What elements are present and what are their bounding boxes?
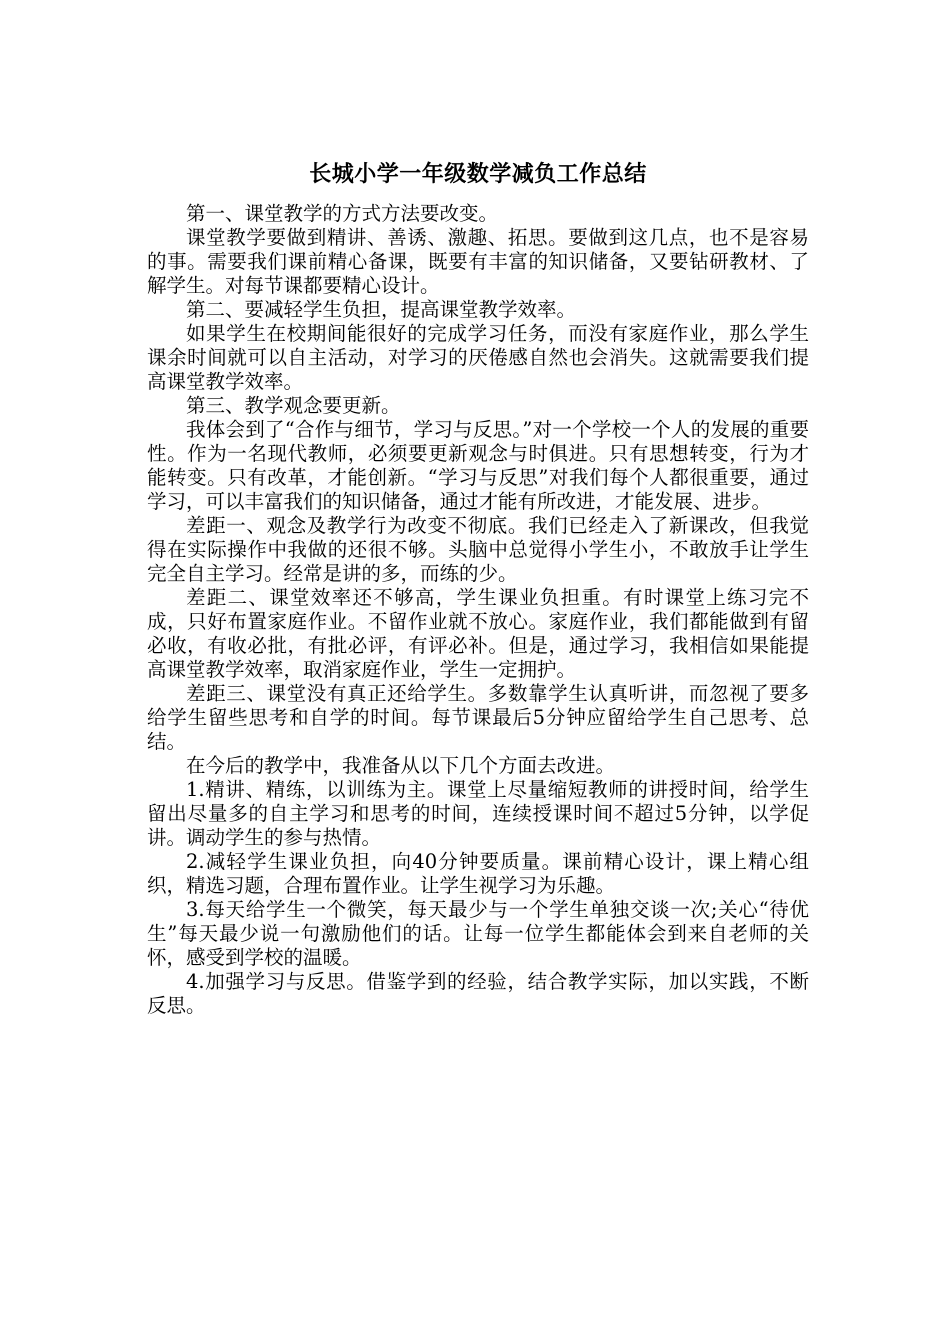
paragraph-gap-1: 差距一、观念及教学行为改变不彻底。我们已经走入了新课改，但我觉得在实际操作中我做的还很不够。头脑中总觉得小学生小，不敢放手让学生完全自主学习。经常是讲的多，而练的少。: [147, 514, 809, 585]
paragraph-improvement-2: 2.减轻学生课业负担，向40分钟要质量。课前精心设计，课上精心组织，精选习题，合理布置作业。让学生视学习为乐趣。: [147, 850, 809, 897]
paragraph-improvement-1: 1.精讲、精练，以训练为主。课堂上尽量缩短教师的讲授时间，给学生留出尽量多的自主学习和思考的时间，连续授课时间不超过5分钟，以学促讲。调动学生的参与热情。: [147, 778, 809, 849]
paragraph: 课堂教学要做到精讲、善诱、激趣、拓思。要做到这几点，也不是容易的事。需要我们课前精心备课，既要有丰富的知识储备，又要钻研教材、了解学生。对每节课都要精心设计。: [147, 226, 809, 297]
paragraph-section-2-heading: 第二、要减轻学生负担，提高课堂教学效率。: [186, 298, 577, 321]
paragraph: 如果学生在校期间能很好的完成学习任务，而没有家庭作业，那么学生课余时间就可以自主活动，对学习的厌倦感自然也会消失。这就需要我们提高课堂教学效率。: [147, 322, 809, 393]
paragraph-improvement-intro: 在今后的教学中，我准备从以下几个方面去改进。: [186, 754, 616, 777]
paragraph-improvement-3: 3.每天给学生一个微笑，每天最少与一个学生单独交谈一次;关心“待优生”每天最少说一句激励他们的话。让每一位学生都能体会到来自老师的关怀，感受到学校的温暖。: [147, 898, 809, 969]
paragraph-gap-2: 差距二、课堂效率还不够高，学生课业负担重。有时课堂上练习完不成，只好布置家庭作业。不留作业就不放心。家庭作业，我们都能做到有留必收，有收必批，有批必评，有评必补。但是，通过学习，我相信如果能提高课堂教学效率，取消家庭作业，学生一定拥护。: [147, 586, 809, 681]
document-body: [147, 158, 809, 1018]
paragraph: 我体会到了“合作与细节，学习与反思。”对一个学校一个人的发展的重要性。作为一名现代教师，必须要更新观念与时俱进。只有思想转变，行为才能转变。只有改革，才能创新。“学习与反思”对我们每个人都很重要，通过学习，可以丰富我们的知识储备，通过才能有所改进，才能发展、进步。: [147, 418, 809, 513]
paragraph-improvement-4: 4.加强学习与反思。借鉴学到的经验，结合教学实际，加以实践，不断反思。: [147, 970, 809, 1017]
paragraph-section-3-heading: 第三、教学观念要更新。: [186, 394, 401, 417]
document-title: 长城小学一年级数学减负工作总结: [309, 162, 647, 187]
paragraph-gap-3: 差距三、课堂没有真正还给学生。多数靠学生认真听讲，而忽视了要多给学生留些思考和自学的时间。每节课最后5分钟应留给学生自己思考、总结。: [147, 682, 809, 753]
paragraph-section-1-heading: 第一、课堂教学的方式方法要改变。: [186, 202, 499, 225]
